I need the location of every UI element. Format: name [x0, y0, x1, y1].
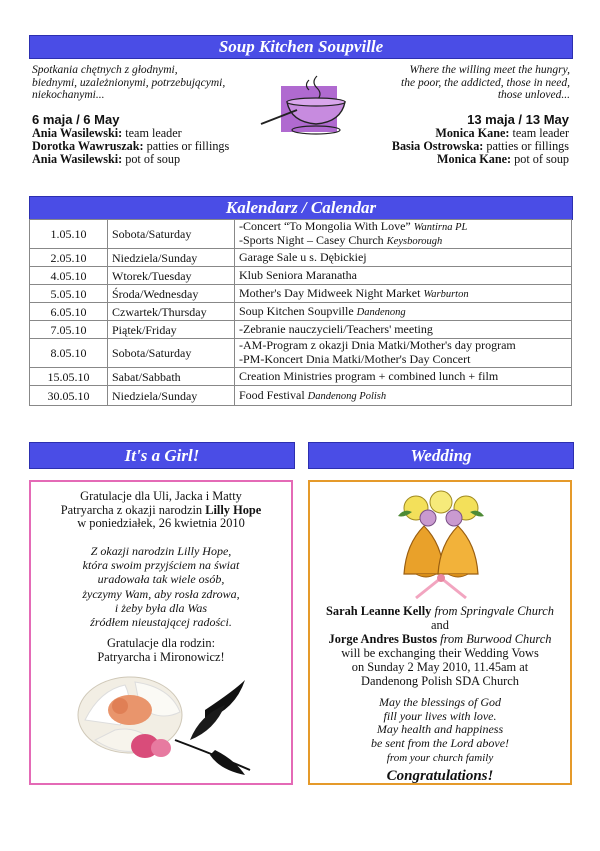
calendar-event	[235, 267, 572, 285]
event-location: Wantirna PL	[413, 222, 468, 233]
calendar-event	[235, 249, 572, 267]
calendar-event	[235, 220, 572, 249]
calendar-date: 6.05.10	[30, 303, 108, 321]
blessing-line: be sent from the Lord above!	[370, 735, 510, 750]
wish-line: która swoim przyjściem na świat	[82, 558, 240, 573]
event-text: -AM-Program z okazji Dnia Matki/Mother's day program	[239, 338, 516, 352]
wish-line: źródłem nieustającej radości.	[90, 615, 232, 630]
calendar-row	[30, 368, 572, 386]
calendar-day: Czwartek/Thursday	[108, 303, 235, 321]
soup-kitchen-title-bar	[29, 35, 573, 59]
volunteer-role: team leader	[512, 126, 569, 140]
intro-en-line: Where the willing meet the hungry,	[409, 64, 570, 76]
soup-right-date: 13 maja / 13 May	[467, 112, 569, 127]
calendar-event	[235, 285, 572, 303]
soup-kitchen-title: Soup Kitchen Soupville	[218, 37, 384, 56]
intro-en-line: the poor, the addicted, those in need,	[401, 76, 570, 89]
calendar-date: 8.05.10	[30, 339, 108, 368]
calendar-title: Kalendarz / Calendar	[225, 198, 377, 217]
groom-name: Jorge Andres Bustos	[328, 632, 438, 646]
calendar-event	[235, 303, 572, 321]
girl-line: Gratulacje dla Uli, Jacka i Matty	[80, 489, 242, 503]
calendar-day: Sobota/Saturday	[108, 339, 235, 368]
volunteer-name: Basia Ostrowska:	[391, 139, 484, 153]
volunteer-role: team leader	[125, 126, 182, 140]
event-location: Dandenong	[356, 306, 406, 318]
congrats-line: Gratulacje dla rodzin:	[106, 636, 216, 650]
calendar-day: Środa/Wednesday	[108, 285, 235, 303]
volunteer-role: pot of soup	[514, 152, 569, 166]
volunteer-role: patties or fillings	[486, 139, 569, 153]
intro-en-line: those unloved...	[497, 89, 570, 101]
calendar-row	[30, 303, 572, 321]
calendar-day: Sabat/Sabbath	[108, 368, 235, 386]
blessing-line: May the blessings of God	[379, 695, 501, 709]
calendar-title-bar	[29, 196, 573, 220]
calendar-date: 1.05.10	[30, 220, 108, 249]
congrats-line: Patryarcha i Mironowicz!	[97, 650, 225, 664]
blessing-line: May health and happiness	[376, 722, 504, 736]
girl-title: It's a Girl!	[124, 446, 200, 465]
event-location: Dandenong Polish	[307, 390, 387, 402]
bride-church: from Springvale Church	[431, 604, 554, 618]
calendar-row	[30, 321, 572, 339]
wedding-title-bar	[308, 442, 574, 469]
soup-left-date: 6 maja / 6 May	[32, 112, 120, 127]
soup-right-roles	[392, 127, 569, 166]
calendar-date: 4.05.10	[30, 267, 108, 285]
calendar-event	[235, 368, 572, 386]
bride-name: Sarah Leanne Kelly	[326, 604, 432, 618]
soup-intro-en	[330, 64, 570, 102]
calendar-row	[30, 249, 572, 267]
event-text: Food Festival	[239, 387, 308, 402]
girl-line: w poniedziałek, 26 kwietnia 2010	[77, 516, 245, 530]
groom-church: from Burwood Church	[437, 632, 552, 646]
peony-baby-illustration	[75, 670, 275, 782]
event-text: Mother's Day Midweek Night Market	[239, 285, 424, 300]
calendar-date: 2.05.10	[30, 249, 108, 267]
wish-line: Z okazji narodzin Lilly Hope,	[90, 544, 232, 558]
wedding-title: Wedding	[410, 446, 472, 465]
wedding-line: will be exchanging their Wedding Vows	[341, 646, 539, 660]
calendar-row	[30, 386, 572, 406]
calendar-event	[235, 321, 572, 339]
girl-line: Patryarcha z okazji narodzin	[60, 502, 206, 517]
calendar-table	[29, 219, 572, 406]
calendar-date: 15.05.10	[30, 368, 108, 386]
girl-title-bar	[29, 442, 295, 469]
volunteer-name: Dorotka Wawruszak:	[32, 139, 144, 153]
event-location: Keysborough	[386, 236, 443, 247]
event-text: Creation Ministries program + combined lunch + film	[239, 368, 499, 383]
event-text: -Sports Night – Casey Church	[239, 233, 387, 247]
birth-announcement-box	[29, 480, 293, 785]
calendar-day: Piątek/Friday	[108, 321, 235, 339]
event-text: -Zebranie nauczycieli/Teachers' meeting	[239, 321, 433, 336]
event-text: -PM-Koncert Dnia Matki/Mother's Day Concert	[239, 352, 471, 366]
volunteer-name: Ania Wasilewski:	[32, 126, 123, 140]
wedding-announcement-box	[308, 480, 572, 785]
volunteer-name: Ania Wasilewski:	[32, 152, 123, 166]
calendar-day: Wtorek/Tuesday	[108, 267, 235, 285]
wish-line: życzymy Wam, aby rosła zdrowa,	[82, 586, 240, 601]
intro-pl-line: niekochanymi...	[32, 89, 105, 101]
volunteer-role: pot of soup	[125, 152, 181, 166]
calendar-event	[235, 386, 572, 406]
event-text: -Concert “To Mongolia With Love”	[239, 219, 414, 233]
intro-pl-line: biednymi, uzależnionymi, potrzebującymi,	[32, 76, 226, 89]
wedding-line: on Sunday 2 May 2010, 11.45am at	[351, 660, 529, 674]
and-text: and	[431, 618, 449, 632]
calendar-date: 30.05.10	[30, 386, 108, 406]
soup-left-roles	[32, 127, 229, 166]
soup-intro-pl	[32, 64, 272, 102]
calendar-day: Niedziela/Sunday	[108, 386, 235, 406]
wedding-congrats: Congratulations!	[386, 768, 494, 784]
calendar-day: Niedziela/Sunday	[108, 249, 235, 267]
wedding-from: from your church family	[386, 752, 494, 764]
event-text: Garage Sale u s. Dębickiej	[239, 249, 367, 264]
volunteer-name: Monica Kane:	[435, 126, 510, 140]
calendar-date: 7.05.10	[30, 321, 108, 339]
wish-line: uradowała tak wiele osób,	[97, 572, 225, 587]
wish-line: i żeby była dla Was	[114, 600, 208, 615]
wedding-bells-illustration	[386, 486, 496, 602]
volunteer-name: Monica Kane:	[436, 152, 512, 166]
calendar-day: Sobota/Saturday	[108, 220, 235, 249]
calendar-event	[235, 339, 572, 368]
baby-name: Lilly Hope	[205, 502, 262, 517]
calendar-date: 5.05.10	[30, 285, 108, 303]
volunteer-role: patties or fillings	[146, 139, 230, 153]
wedding-line: Dandenong Polish SDA Church	[361, 674, 519, 688]
calendar-row	[30, 267, 572, 285]
intro-pl-line: Spotkania chętnych z głodnymi,	[32, 64, 178, 76]
calendar-row	[30, 220, 572, 249]
blessing-line: fill your lives with love.	[383, 708, 497, 723]
soup-bowl-icon	[257, 72, 349, 138]
event-location: Warburton	[423, 288, 469, 300]
calendar-row	[30, 285, 572, 303]
event-text: Soup Kitchen Soupville	[239, 303, 357, 318]
calendar-row	[30, 339, 572, 368]
event-text: Klub Seniora Maranatha	[239, 267, 357, 282]
